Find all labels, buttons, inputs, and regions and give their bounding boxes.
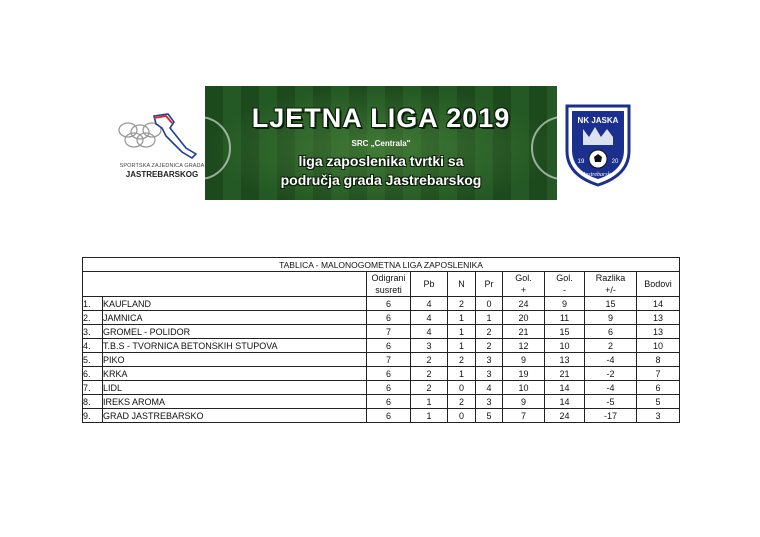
- points-cell: 8: [637, 353, 680, 367]
- draw-cell: 0: [448, 381, 476, 395]
- logo-caption-line2: JASTREBARSKOG: [125, 170, 199, 179]
- draw-cell: 2: [448, 395, 476, 409]
- column-header-points: Bodovi: [637, 272, 680, 297]
- played-cell: 6: [367, 339, 411, 353]
- won-cell: 2: [411, 381, 448, 395]
- goals-against-cell: 14: [545, 381, 585, 395]
- lost-cell: 5: [476, 409, 503, 423]
- goals-against-cell: 14: [545, 395, 585, 409]
- rank-cell: 1.: [83, 297, 103, 311]
- team-name-cell: IREKS AROMA: [103, 395, 367, 409]
- table-row: [83, 381, 680, 395]
- goals-for-cell: 9: [503, 353, 545, 367]
- column-header-won: Pb: [411, 272, 448, 297]
- football-crest-icon: [563, 103, 633, 187]
- crest-top-text: NK JASKA: [577, 116, 619, 125]
- rank-cell: 6.: [83, 367, 103, 381]
- table-row: [83, 353, 680, 367]
- won-cell: 1: [411, 395, 448, 409]
- table-header-row: [83, 272, 680, 297]
- team-name-cell: T.B.S - TVORNICA BETONSKIH STUPOVA: [103, 339, 367, 353]
- goals-against-cell: 21: [545, 367, 585, 381]
- table-title-row: [83, 258, 680, 272]
- points-cell: 14: [637, 297, 680, 311]
- goal-difference-cell: 15: [585, 297, 637, 311]
- draw-cell: 1: [448, 339, 476, 353]
- points-cell: 13: [637, 311, 680, 325]
- column-header-goal-difference: Razlika +/-: [585, 272, 637, 297]
- table-row: [83, 367, 680, 381]
- league-banner: [205, 86, 557, 200]
- lost-cell: 3: [476, 353, 503, 367]
- points-cell: 13: [637, 325, 680, 339]
- crest-left-num: 19: [577, 159, 585, 165]
- won-cell: 2: [411, 353, 448, 367]
- played-cell: 6: [367, 395, 411, 409]
- crest-bottom-text: Jastrebarsko: [582, 172, 614, 178]
- goals-for-cell: 9: [503, 395, 545, 409]
- goal-difference-cell: 6: [585, 325, 637, 339]
- olympic-rings-map-icon: [108, 108, 216, 166]
- goals-against-cell: 9: [545, 297, 585, 311]
- table-row: [83, 395, 680, 409]
- team-name-cell: PIKO: [103, 353, 367, 367]
- rank-cell: 4.: [83, 339, 103, 353]
- points-cell: 3: [637, 409, 680, 423]
- banner-title: LJETNA LIGA 2019: [251, 103, 511, 133]
- draw-cell: 1: [448, 325, 476, 339]
- goal-difference-cell: -4: [585, 381, 637, 395]
- goal-difference-cell: -5: [585, 395, 637, 409]
- played-cell: 6: [367, 381, 411, 395]
- points-cell: 7: [637, 367, 680, 381]
- played-cell: 7: [367, 353, 411, 367]
- goals-against-cell: 11: [545, 311, 585, 325]
- played-cell: 6: [367, 297, 411, 311]
- won-cell: 2: [411, 367, 448, 381]
- nk-jaska-crest: [563, 103, 633, 187]
- lost-cell: 2: [476, 325, 503, 339]
- goal-difference-cell: 2: [585, 339, 637, 353]
- goals-against-cell: 24: [545, 409, 585, 423]
- column-header-played: Odigrani susreti: [367, 272, 411, 297]
- team-name-cell: KRKA: [103, 367, 367, 381]
- lost-cell: 3: [476, 395, 503, 409]
- team-name-cell: GRAD JASTREBARSKO: [103, 409, 367, 423]
- sportska-zajednica-logo: [108, 108, 216, 188]
- rank-cell: 5.: [83, 353, 103, 367]
- team-name-cell: KAUFLAND: [103, 297, 367, 311]
- team-name-cell: JAMNICA: [103, 311, 367, 325]
- goal-difference-cell: -17: [585, 409, 637, 423]
- goal-difference-cell: -4: [585, 353, 637, 367]
- table-title: TABLICA - MALONOGOMETNA LIGA ZAPOSLENIKA: [83, 258, 680, 272]
- goal-difference-cell: -2: [585, 367, 637, 381]
- won-cell: 3: [411, 339, 448, 353]
- crest-right-num: 20: [611, 159, 619, 165]
- header-blank-cell: [83, 272, 367, 297]
- won-cell: 4: [411, 325, 448, 339]
- rank-cell: 8.: [83, 395, 103, 409]
- draw-cell: 1: [448, 367, 476, 381]
- points-cell: 5: [637, 395, 680, 409]
- goals-for-cell: 7: [503, 409, 545, 423]
- standings-body: [83, 297, 680, 423]
- played-cell: 6: [367, 367, 411, 381]
- played-cell: 6: [367, 311, 411, 325]
- banner-venue: SRC „Centrala": [351, 139, 411, 148]
- goals-for-cell: 24: [503, 297, 545, 311]
- goals-for-cell: 20: [503, 311, 545, 325]
- won-cell: 4: [411, 297, 448, 311]
- played-cell: 7: [367, 325, 411, 339]
- table-row: [83, 409, 680, 423]
- won-cell: 4: [411, 311, 448, 325]
- logo-caption-line1: SPORTSKA ZAJEDNICA GRADA: [119, 163, 205, 169]
- rank-cell: 9.: [83, 409, 103, 423]
- goal-difference-cell: 9: [585, 311, 637, 325]
- column-header-draw: N: [448, 272, 476, 297]
- goals-for-cell: 21: [503, 325, 545, 339]
- draw-cell: 2: [448, 353, 476, 367]
- team-name-cell: LIDL: [103, 381, 367, 395]
- rank-cell: 2.: [83, 311, 103, 325]
- lost-cell: 2: [476, 339, 503, 353]
- banner-subtitle-line2: područja grada Jastrebarskog: [280, 172, 482, 188]
- rank-cell: 7.: [83, 381, 103, 395]
- points-cell: 10: [637, 339, 680, 353]
- lost-cell: 0: [476, 297, 503, 311]
- league-standings-table: [82, 257, 680, 423]
- draw-cell: 2: [448, 297, 476, 311]
- points-cell: 6: [637, 381, 680, 395]
- table-row: [83, 325, 680, 339]
- lost-cell: 3: [476, 367, 503, 381]
- goals-against-cell: 10: [545, 339, 585, 353]
- won-cell: 1: [411, 409, 448, 423]
- table-row: [83, 311, 680, 325]
- team-name-cell: GROMEL - POLIDOR: [103, 325, 367, 339]
- lost-cell: 4: [476, 381, 503, 395]
- goals-against-cell: 15: [545, 325, 585, 339]
- banner-subtitle-line1: liga zaposlenika tvrtki sa: [298, 153, 464, 169]
- table-row: [83, 297, 680, 311]
- column-header-goals-against: Gol. -: [545, 272, 585, 297]
- played-cell: 6: [367, 409, 411, 423]
- goals-for-cell: 12: [503, 339, 545, 353]
- draw-cell: 0: [448, 409, 476, 423]
- table-row: [83, 339, 680, 353]
- column-header-goals-for: Gol. +: [503, 272, 545, 297]
- lost-cell: 1: [476, 311, 503, 325]
- draw-cell: 1: [448, 311, 476, 325]
- goals-against-cell: 13: [545, 353, 585, 367]
- column-header-lost: Pr: [476, 272, 503, 297]
- goals-for-cell: 10: [503, 381, 545, 395]
- rank-cell: 3.: [83, 325, 103, 339]
- goals-for-cell: 19: [503, 367, 545, 381]
